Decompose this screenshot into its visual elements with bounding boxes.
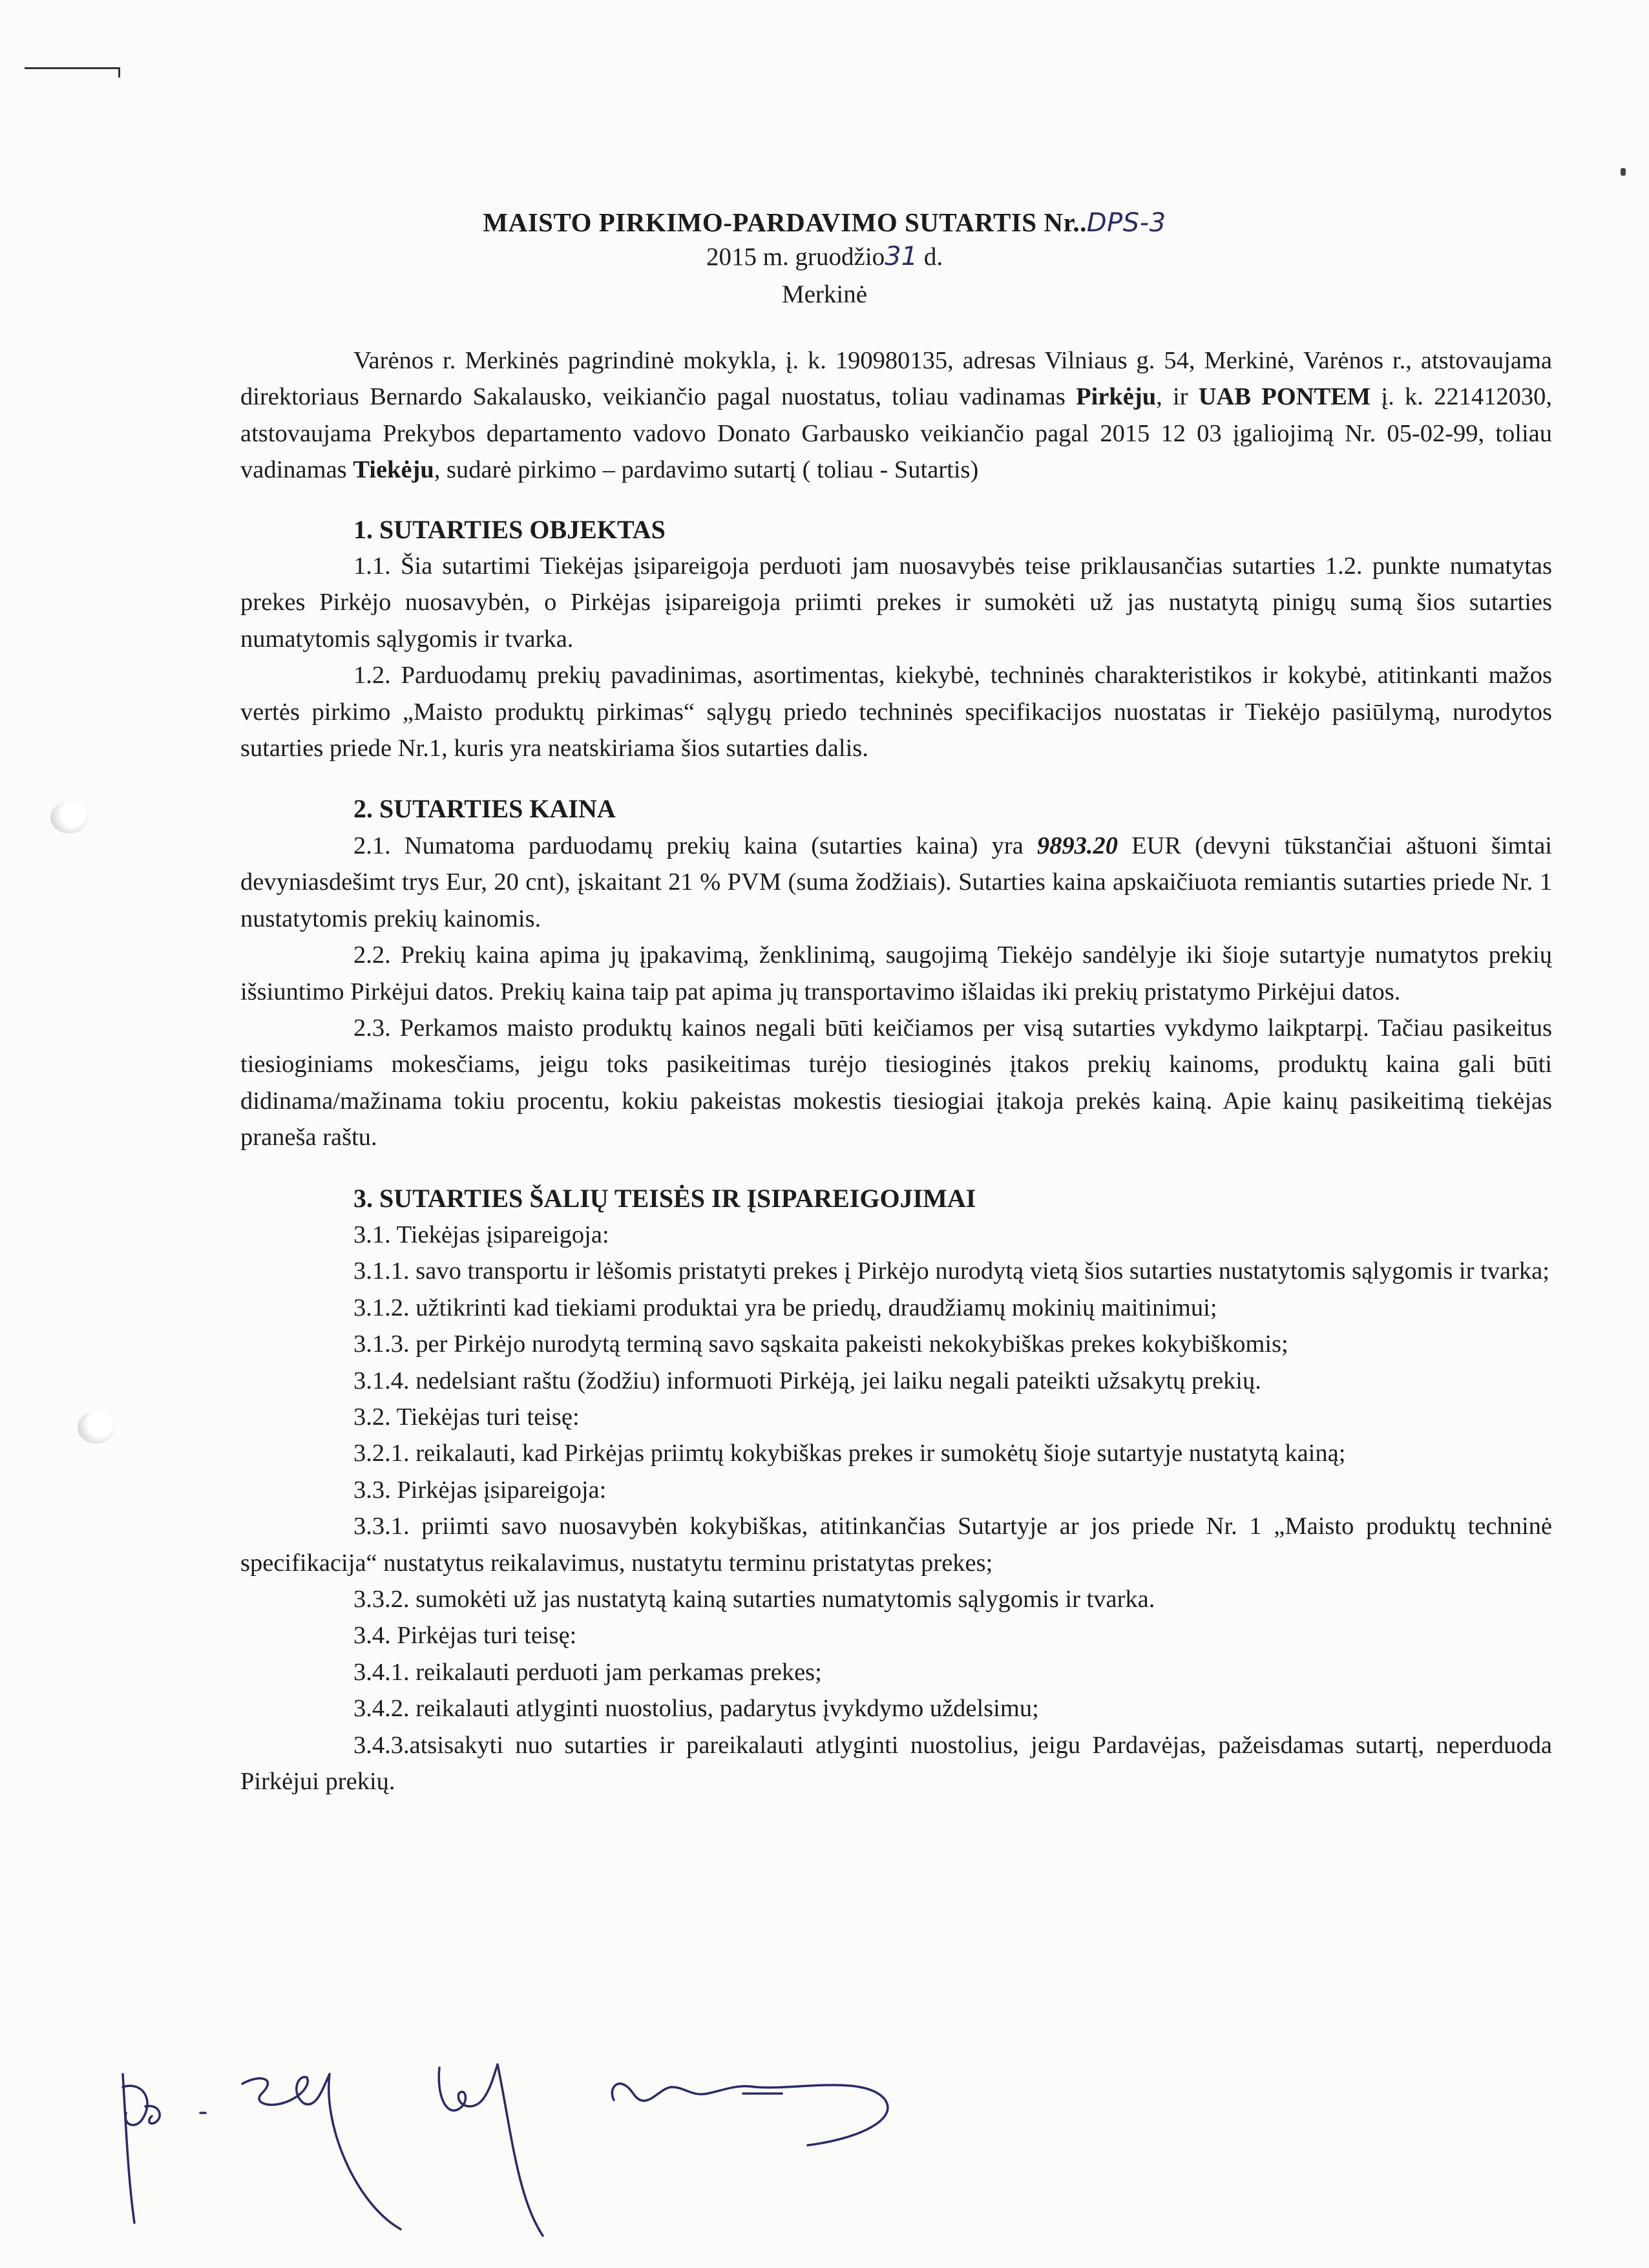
section-1-heading: 1. SUTARTIES OBJEKTAS	[353, 514, 666, 544]
clause-3-2-1: 3.2.1. reikalauti, kad Pirkėjas priimtų kokybiškas prekes ir sumokėtų šioje sutartyje nustatytą kainą;	[353, 1440, 1346, 1467]
preamble-text-2: , ir	[1156, 383, 1199, 411]
clause-2-3: 2.3. Perkamos maisto produktų kainos negali būti keičiamos per visą sutarties vykdymo laikptarpį. Tačiau pasikeitus tiesioginiams mokesčiams, jeigu toks pasikeitimas turėjo tiesioginės įtakos prekių kainoms, produktų kaina gali būti didinama/mažinama tokiu procentu, kokiu pakeistas mokestis tiesiogiai įtakoja prekės kainą. Apie kainų pasikeitimą tiekėjas praneša raštu.	[240, 1014, 1552, 1151]
clause-2-1-text: 2.1. Numatoma parduodamų prekių kaina (sutarties kaina) yra	[353, 832, 1037, 859]
title-block	[0, 207, 1649, 313]
buyer-term: Pirkėju	[1076, 383, 1157, 411]
clause-3-4-3: 3.4.3.atsisakyti nuo sutarties ir pareikalauti atlyginti nuostolius, jeigu Pardavėjas, pažeisdamas sutartį, neperduoda Pirkėjui prekių.	[240, 1731, 1552, 1796]
preamble-text-4: , sudarė pirkimo – pardavimo sutartį ( toliau - Sutartis)	[434, 456, 979, 484]
punch-hole	[50, 801, 88, 834]
clause-3-1-1: 3.1.1. savo transportu ir lėšomis pristatyti prekes į Pirkėjo nurodytą vietą šios sutarties nustatytomis sąlygomis ir tvarka;	[353, 1257, 1549, 1285]
clause-2-1	[240, 828, 1552, 937]
date-suffix: d.	[918, 243, 943, 271]
clause-3-1: 3.1. Tiekėjas įsipareigoja:	[353, 1221, 609, 1248]
corner-crop-mark	[25, 67, 120, 69]
signature-drawing	[97, 2048, 1002, 2242]
contract-number-handwritten: DPS-3	[1086, 208, 1166, 238]
supplier-term: Tiekėju	[353, 456, 434, 484]
clause-3-4: 3.4. Pirkėjas turi teisę:	[353, 1622, 577, 1650]
preamble-text-3: į. k. 221412030, atstovaujama Prekybos departamento vadovo Donato Garbausko veikiančio pagal 2015 12 03 įgaliojimą Nr. 05-02-99, toliau vadinamas	[240, 383, 1552, 484]
clause-1-2: 1.2. Parduodamų prekių pavadinimas, asortimentas, kiekybė, techninės charakteristikos ir kokybė, atitinkanti mažos vertės pirkimo „Maisto produktų pirkimas“ sąlygų priedo techninės specifikacijos nuostatas ir Tiekėjo pasiūlymą, nurodytos sutarties priede Nr.1, kuris yra neatskiriama šios sutarties dalis.	[240, 662, 1552, 762]
clause-3-1-3: 3.1.3. per Pirkėjo nurodytą terminą savo sąskaita pakeisti nekokybiškas prekes kokybiškomis;	[353, 1330, 1288, 1358]
contract-place: Merkinė	[781, 280, 868, 308]
contract-price: 9893.20	[1036, 832, 1119, 859]
scan-speck	[1621, 168, 1626, 176]
supplier-name: UAB PONTEM	[1198, 383, 1371, 411]
contract-body	[240, 342, 1552, 1800]
clause-3-2: 3.2. Tiekėjas turi teisę:	[353, 1403, 580, 1431]
contract-date	[0, 238, 1649, 276]
clause-3-3: 3.3. Pirkėjas įsipareigoja:	[353, 1476, 607, 1504]
clause-3-1-2: 3.1.2. užtikrinti kad tiekiami produktai yra be priedų, draudžiamų mokinių maitinimui;	[353, 1294, 1217, 1321]
punch-hole	[78, 1411, 115, 1444]
date-day-handwritten: 31	[885, 242, 918, 271]
handwritten-signature	[97, 2048, 1002, 2242]
clause-1-1: 1.1. Šia sutartimi Tiekėjas įsipareigoja perduoti jam nuosavybės teise priklausančias sutarties 1.2. punkte numatytas prekes Pirkėjo nuosavybėn, o Pirkėjas įsipareigoja priimti prekes ir sumokėti už jas nustatytą pinigų sumą šios sutarties numatytomis sąlygomis ir tvarka.	[240, 552, 1552, 653]
clause-3-4-1: 3.4.1. reikalauti perduoti jam perkamas prekes;	[353, 1658, 822, 1686]
contract-title-text: MAISTO PIRKIMO-PARDAVIMO SUTARTIS Nr..	[483, 207, 1087, 237]
clause-3-3-1: 3.3.1. priimti savo nuosavybėn kokybiškas, atitinkančias Sutartyje ar jos priede Nr. 1 „Maisto produktų techninė specifikacija“ nustatytus reikalavimus, nustatytu terminu pristatytas prekes;	[240, 1513, 1552, 1577]
preamble-paragraph	[240, 342, 1552, 488]
date-prefix: 2015 m. gruodžio	[706, 243, 885, 271]
section-3-heading: 3. SUTARTIES ŠALIŲ TEISĖS IR ĮSIPAREIGOJIMAI	[353, 1183, 976, 1213]
clause-2-1-text-2: EUR (devyni tūkstančiai aštuoni šimtai devyniasdešimt trys Eur, 20 cnt), įskaitant 21 % PVM (suma žodžiais). Sutarties kaina apskaičiuota remiantis sutarties priede Nr. 1 nustatytomis prekių kainomis.	[240, 832, 1552, 932]
contract-title	[0, 207, 1649, 238]
preamble-text-1: Varėnos r. Merkinės pagrindinė mokykla, į. k. 190980135, adresas Vilniaus g. 54, Merkinė, Varėnos r., atstovaujama direktoriaus Bernardo Sakalausko, veikiančio pagal nuostatus, toliau vadinamas	[240, 347, 1552, 411]
clause-3-4-2: 3.4.2. reikalauti atlyginti nuostolius, padarytus įvykdymo uždelsimu;	[353, 1695, 1039, 1723]
clause-3-1-4: 3.1.4. nedelsiant raštu (žodžiu) informuoti Pirkėją, jei laiku negali pateikti užsakytų prekių.	[353, 1367, 1261, 1394]
clause-3-3-2: 3.3.2. sumokėti už jas nustatytą kainą sutarties numatytomis sąlygomis ir tvarka.	[353, 1586, 1155, 1613]
section-2-heading: 2. SUTARTIES KAINA	[353, 794, 616, 824]
clause-2-2: 2.2. Prekių kaina apima jų įpakavimą, ženklinimą, saugojimą Tiekėjo sandėlyje iki šioje sutartyje numatytos prekių išsiuntimo Pirkėjui datos. Prekių kaina taip pat apima jų transportavimo išlaidas iki prekių pristatymo Pirkėjui datos.	[240, 941, 1552, 1005]
